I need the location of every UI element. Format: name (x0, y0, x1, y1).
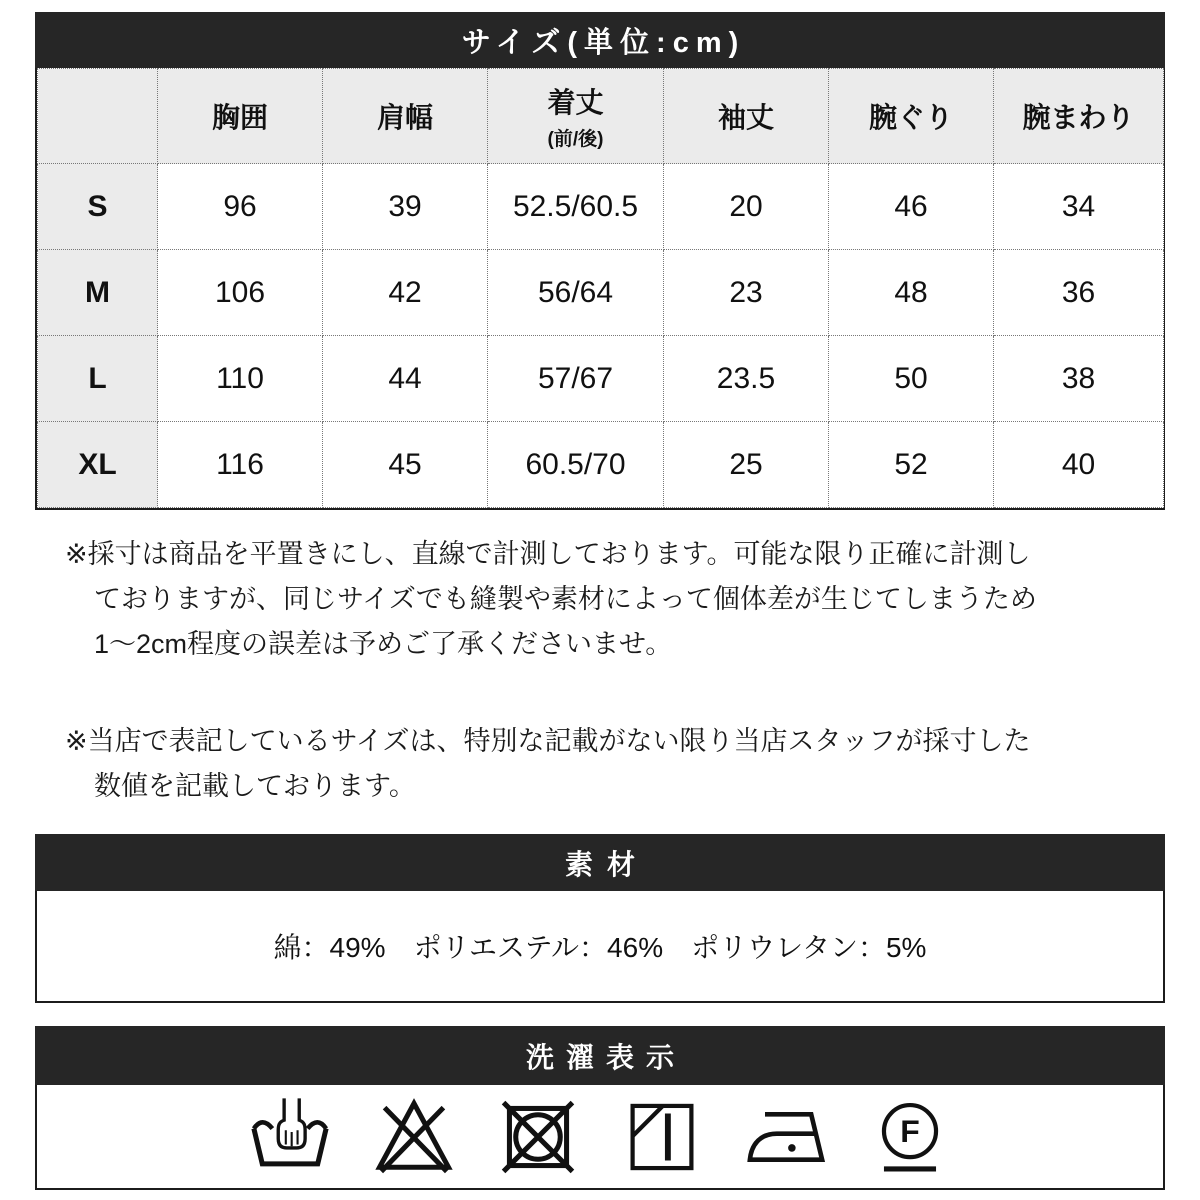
size-label: S (38, 164, 158, 250)
corner-cell (38, 69, 158, 164)
col-header-shoulder: 肩幅 (323, 69, 488, 164)
cell-value: 116 (158, 422, 323, 508)
cell-value: 23 (664, 250, 829, 336)
cell-value: 50 (829, 336, 994, 422)
size-table (35, 68, 1165, 510)
col-header-arm-circumference: 腕まわり (994, 69, 1164, 164)
cell-value: 106 (158, 250, 323, 336)
note-measurement: ※採寸は商品を平置きにし、直線で計測しております。可能な限り正確に計測し ておりますが、同じサイズでも縫製や素材によって個体差が生じてしまうため 1〜2cm程度の誤差は予めご了承くださいませ。 (65, 539, 1037, 659)
cell-value: 44 (323, 336, 488, 422)
size-label: XL (38, 422, 158, 508)
cell-value: 34 (994, 164, 1164, 250)
cell-value: 36 (994, 250, 1164, 336)
cell-value: 45 (323, 422, 488, 508)
svg-text:F: F (900, 1112, 920, 1149)
cell-value: 60.5/70 (488, 422, 664, 508)
col-header-sleeve: 袖丈 (664, 69, 829, 164)
do-not-tumble-dry-icon (496, 1095, 580, 1179)
table-row-m (38, 250, 1164, 336)
cell-value: 25 (664, 422, 829, 508)
cell-value: 52 (829, 422, 994, 508)
size-label: M (38, 250, 158, 336)
laundry-icons-box (35, 1085, 1165, 1190)
col-header-armhole: 腕ぐり (829, 69, 994, 164)
cell-value: 39 (323, 164, 488, 250)
cell-value: 23.5 (664, 336, 829, 422)
laundry-section-title: 洗濯表示 (525, 1041, 686, 1073)
size-section-title: サイズ(単位:cm) (461, 26, 746, 59)
line-dry-in-shade-icon (620, 1095, 704, 1179)
cell-value: 40 (994, 422, 1164, 508)
size-section-header (35, 12, 1165, 68)
table-row-l (38, 336, 1164, 422)
material-section-header (35, 834, 1165, 891)
cell-value: 42 (323, 250, 488, 336)
cell-value: 38 (994, 336, 1164, 422)
cell-value: 57/67 (488, 336, 664, 422)
cell-value: 46 (829, 164, 994, 250)
dry-clean-petroleum-gentle-icon (868, 1095, 952, 1179)
col-header-chest: 胸囲 (158, 69, 323, 164)
hand-wash-icon (248, 1095, 332, 1179)
material-content-box (35, 891, 1165, 1003)
material-section-title: 素材 (564, 848, 649, 880)
cell-value: 96 (158, 164, 323, 250)
cell-value: 110 (158, 336, 323, 422)
note-staff-measured: ※当店で表記しているサイズは、特別な記載がない限り当店スタッフが採寸した 数値を記載しております。 (65, 726, 1031, 801)
col-header-length: 着丈 (前/後) (488, 69, 664, 164)
cell-value: 20 (664, 164, 829, 250)
iron-low-heat-icon (744, 1095, 828, 1179)
cell-value: 52.5/60.5 (488, 164, 664, 250)
size-label: L (38, 336, 158, 422)
do-not-bleach-icon (372, 1095, 456, 1179)
col-header-length-sub: (前/後) (547, 129, 604, 150)
material-composition-text: 綿：49% ポリエステル：46% ポリウレタン：5% (273, 932, 927, 963)
cell-value: 48 (829, 250, 994, 336)
table-row-xl (38, 422, 1164, 508)
table-row-s (38, 164, 1164, 250)
cell-value: 56/64 (488, 250, 664, 336)
size-table-header-row (38, 69, 1164, 164)
laundry-section-header (35, 1026, 1165, 1085)
notes-block (35, 532, 1165, 809)
